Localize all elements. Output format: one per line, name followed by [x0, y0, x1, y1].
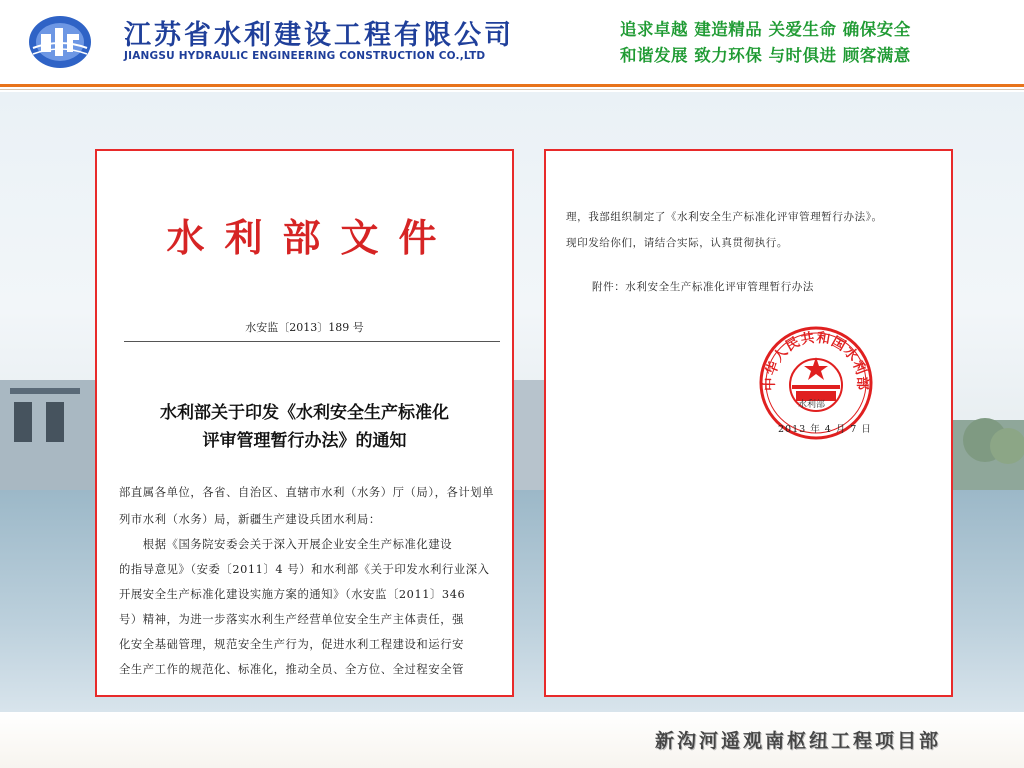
document-divider: [124, 341, 500, 342]
header-divider-thin: [0, 89, 1024, 90]
body-line: 的指导意见》（安委〔2011〕4 号）和水利部《关于印发水利行业深入: [119, 563, 490, 576]
svg-text:中华人民共和国水利部: 中华人民共和国水利部: [761, 329, 871, 392]
page-edge-notch: [546, 195, 550, 693]
slogan-line-2: 和谐发展 致力环保 与时俱进 顾客满意: [620, 46, 911, 65]
company-logo-icon: [27, 14, 93, 70]
document-page-right: [544, 149, 953, 697]
body-line: 现印发给你们，请结合实际，认真贯彻执行。: [566, 237, 788, 249]
header-divider: [0, 84, 1024, 87]
project-name: 新沟河遥观南枢纽工程项目部: [655, 730, 942, 752]
body-line: 化安全基础管理，规范安全生产行为，促进水利工程建设和运行安: [119, 638, 465, 651]
document-title-line-2: 评审管理暂行办法》的通知: [202, 431, 407, 451]
attachment-line: 附件：水利安全生产标准化评审管理暂行办法: [592, 281, 814, 293]
body-line: 理，我部组织制定了《水利安全生产标准化评审管理暂行办法》。: [566, 211, 883, 223]
document-title-line-1: 水利部关于印发《水利安全生产标准化: [160, 403, 449, 423]
document-header: 水利部文件: [166, 215, 457, 260]
body-line: 部直属各单位，各省、自治区、直辖市水利（水务）厅（局），各计划单: [119, 486, 495, 499]
header-bar: [0, 0, 1024, 84]
company-name-cn: 江苏省水利建设工程有限公司: [124, 20, 514, 51]
body-line: 号）精神，为进一步落实水利生产经营单位安全生产主体责任，强: [119, 613, 465, 626]
company-name-en: JIANGSU HYDRAULIC ENGINEERING CONSTRUCTION CO.,LTD: [124, 50, 486, 62]
body-line: 开展安全生产标准化建设实施方案的通知》（水安监〔2011〕346: [119, 588, 466, 601]
body-line: 列市水利（水务）局，新疆生产建设兵团水利局：: [119, 513, 381, 526]
document-number: 水安监〔2013〕189 号: [245, 321, 364, 334]
document-page-left: [95, 149, 514, 697]
slogan-line-1: 追求卓越 建造精品 关爱生命 确保安全: [620, 20, 911, 39]
document-date: 2013 年 4 月 7 日: [778, 424, 872, 435]
body-line: 根据《国务院安委会关于深入开展企业安全生产标准化建设: [119, 538, 453, 551]
seal-label: 水利部: [798, 400, 826, 410]
body-line: 全生产工作的规范化、标准化，推动全员、全方位、全过程安全管: [119, 663, 465, 676]
